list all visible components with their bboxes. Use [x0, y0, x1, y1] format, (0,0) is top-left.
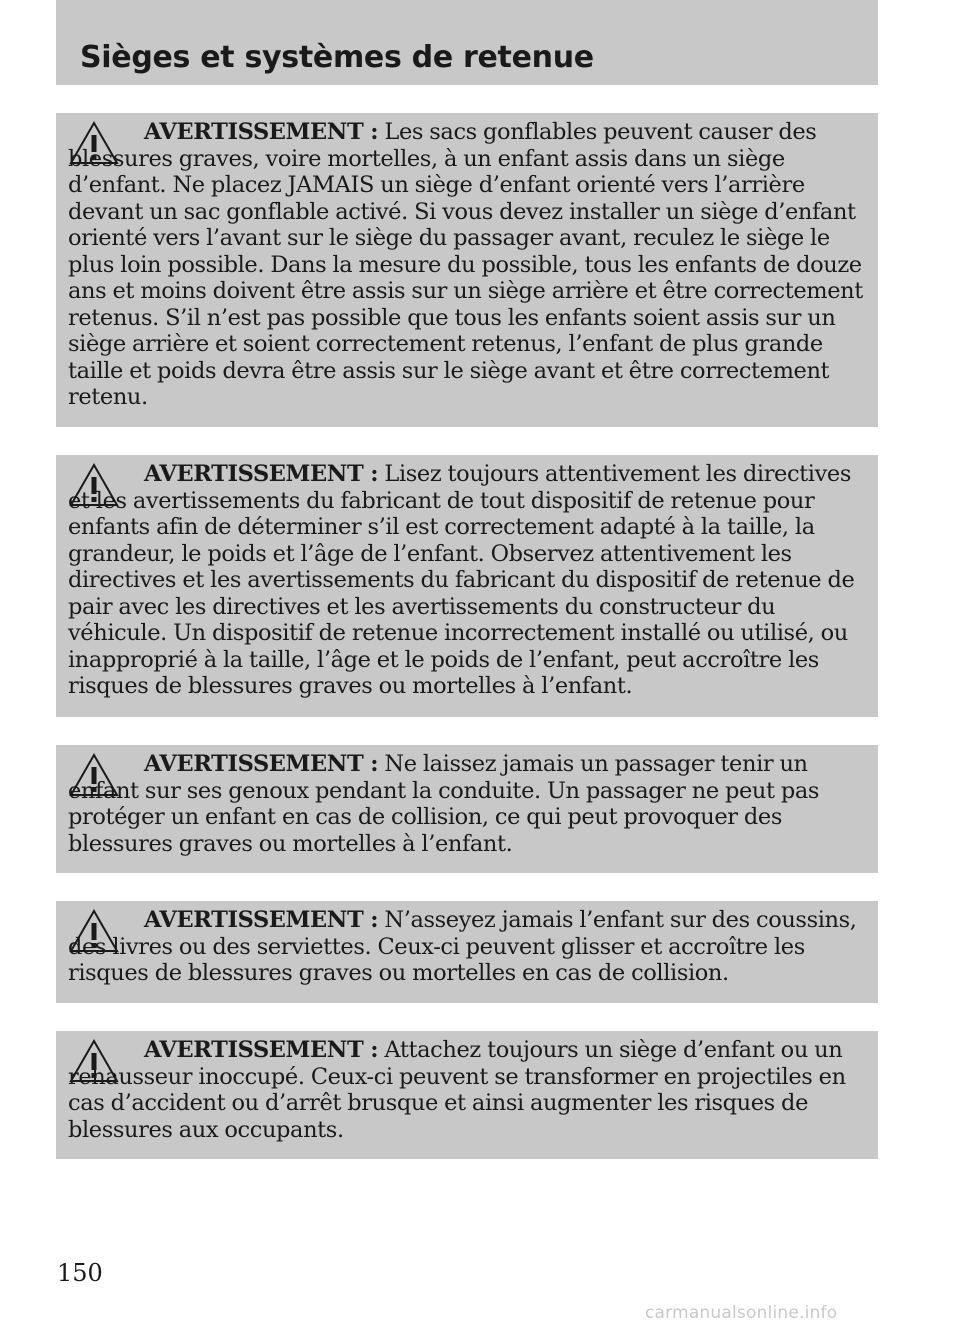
warning-label: AVERTISSEMENT :	[144, 907, 379, 933]
warning-body: Les sacs gonflables peuvent causer des blessures graves, voire mortelles, à un enfant assis dans un siège d’enfant. Ne placez JAMAIS un siège d’enfant orienté vers l’arrière devant un sac gonflable activé. Si vous devez installer un siège d’enfant orienté vers l’avant sur le siège du passager avant, reculez le siège le plus loin possible. Dans la mesure du possible, tous les enfants de douze ans et moins doivent être assis sur un siège arrière et être correctement retenus. S’il n’est pas possible que tous les enfants soient assis sur un siège arrière et soient correctement retenus, l’enfant de plus grande taille et poids devra être assis sur le siège avant et être correctement retenu.	[68, 119, 863, 410]
warning-label: AVERTISSEMENT :	[144, 751, 379, 777]
warning-box-5	[56, 1031, 878, 1159]
section-header	[56, 0, 878, 85]
warning-body: Attachez toujours un siège d’enfant ou un rehausseur inoccupé. Ceux-ci peuvent se transformer en projectiles en cas d’accident ou d’arrêt brusque et ainsi augmenter les risques de blessures aux occupants.	[68, 1037, 846, 1143]
page-title: Sièges et systèmes de retenue	[80, 40, 594, 75]
warning-body: Ne laissez jamais un passager tenir un enfant sur ses genoux pendant la conduite. Un passager ne peut pas protéger un enfant en cas de collision, ce qui peut provoquer des blessures graves ou mortelles à l’enfant.	[68, 751, 820, 857]
warning-box-1	[56, 113, 878, 427]
warning-box-4	[56, 901, 878, 1003]
warning-text-1	[68, 119, 866, 411]
warning-text-4	[68, 907, 866, 987]
warning-body: Lisez toujours attentivement les directives et les avertissements du fabricant de tout dispositif de retenue pour enfants afin de déterminer s’il est correctement adapté à la taille, la grandeur, le poids et l’âge de l’enfant. Observez attentivement les directives et les avertissements du fabricant du dispositif de retenue de pair avec les directives et les avertissements du constructeur du véhicule. Un dispositif de retenue incorrectement installé ou utilisé, ou inapproprié à la taille, l’âge et le poids de l’enfant, peut accroître les risques de blessures graves ou mortelles à l’enfant.	[68, 461, 855, 699]
warning-text-2	[68, 461, 866, 700]
warning-box-2	[56, 455, 878, 717]
warning-body: N’asseyez jamais l’enfant sur des coussins, des livres ou des serviettes. Ceux-ci peuvent glisser et accroître les risques de blessures graves ou mortelles en cas de collision.	[68, 907, 857, 986]
warning-label: AVERTISSEMENT :	[144, 119, 379, 145]
page-number: 150	[57, 1259, 103, 1287]
warning-text-5	[68, 1037, 866, 1143]
warning-label: AVERTISSEMENT :	[144, 461, 379, 487]
warning-text-3	[68, 751, 866, 857]
warning-box-3	[56, 745, 878, 873]
warning-label: AVERTISSEMENT :	[144, 1037, 379, 1063]
watermark: carmanualsonline.info	[645, 1303, 838, 1323]
